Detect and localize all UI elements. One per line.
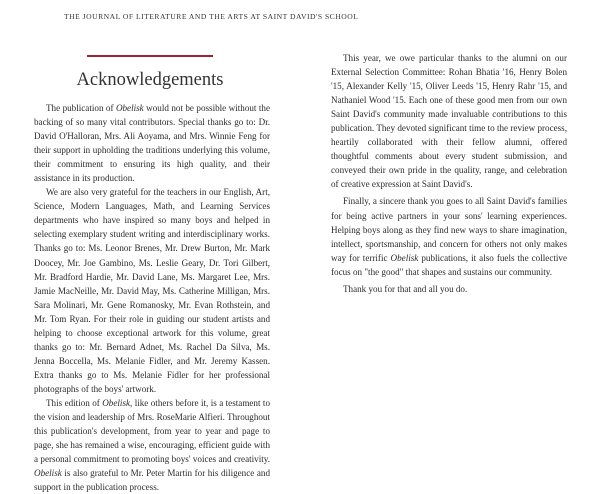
paragraph xyxy=(331,194,567,278)
publication-title: Obelisk xyxy=(115,103,144,113)
right-text-column xyxy=(331,51,567,296)
text-run: We are also very grateful for the teachers in our English, Art, Science, Modern Languages, Math, and Learning Services departments who have inspired so many boys and helped in selecting exemplary student writing and interdisciplinary works. Thanks go to: Ms. Leonor Brenes, Mr. Drew Burton, Mr. Mark Doocey, Mr. Joe Gambino, Ms. Leslie Geary, Dr. Tori Gilbert, Mr. Bradford Hardie, Mr. David Lane, Ms. Margaret Lee, Mrs. Jamie MacNeille, Mr. David May, Ms. Catherine Milligan, Mrs. Sara Molinari, Mr. Gene Romanosky, Mr. Evan Rothstein, and Mr. Tom Ryan. For their role in guiding our student artists and helping to choose exceptional artwork for this volume, great thanks go to: Mr. Bernard Adnet, Ms. Rachel Da Silva, Ms. Jenna Boccella, Ms. Melanie Fidler, and Mr. Jeremy Kassen. Extra thanks go to Ms. Melanie Fidler for her professional photographs of the boys' artwork. xyxy=(34,187,270,394)
paragraph xyxy=(34,101,270,185)
text-run: would not be possible without the backing of so many vital contributors. Special thanks go to: Dr. David O'Halloran, Mrs. Ali Aoyama, and Mrs. Winnie Feng for their support in upholding the traditions underlying this volume, their commitment to ensuring its high quality, and their assistance in its production. xyxy=(34,103,270,184)
paragraph xyxy=(331,282,567,296)
text-run: is also grateful to Mr. Peter Martin for his diligence and support in the publication process. xyxy=(34,468,270,493)
running-header: THE JOURNAL OF LITERATURE AND THE ARTS AT SAINT DAVID'S SCHOOL xyxy=(64,12,359,21)
text-run: publications, it also fuels the collective focus on "the good" that shapes and sustains our community. xyxy=(331,252,567,277)
paragraph xyxy=(34,185,270,396)
publication-title: Obelisk xyxy=(102,397,131,408)
publication-title: Obelisk xyxy=(34,468,62,479)
text-run: Finally, a sincere thank you goes to all Saint David's families for being active partners in your sons' learning experiences. Helping boys along as they find new ways to share imagination, intellect, sportsmanship, and concern for others not only makes way for terrific xyxy=(331,196,567,263)
text-run: This year, we owe particular thanks to the alumni on our External Selection Committee: Rohan Bhatia '16, Henry Bolen '15, Alexander Kelly '15, Oliver Leeds '15, Henry Rahr '15, and Nathaniel Wood '15. Each one of these good men from our own Saint David's community made invaluable contributions to this publication. They devoted significant time to the review process, heartily collaborated with their fellow alumni, offered thoughtful comments about every student submission, and conveyed their own pride in the quality, range, and celebration of creative expression at Saint David's. xyxy=(331,53,567,190)
text-run: The publication of xyxy=(46,103,116,113)
text-run: Thank you for that and all you do. xyxy=(343,283,468,294)
page-title: Acknowledgements xyxy=(76,70,224,90)
paragraph xyxy=(331,51,567,191)
title-rule xyxy=(87,55,213,57)
text-run: , like others before it, is a testament to the vision and leadership of Mrs. RoseMarie Alfieri. Throughout this publication's development, from year to year and page to page, she has remained a wise, encouraging, efficient guide with a personal commitment to promoting boys' voices and creativity. xyxy=(34,397,270,465)
text-run: This edition of xyxy=(46,397,103,408)
left-text-column xyxy=(34,101,270,494)
publication-title: Obelisk xyxy=(390,252,419,263)
paragraph xyxy=(34,396,270,494)
